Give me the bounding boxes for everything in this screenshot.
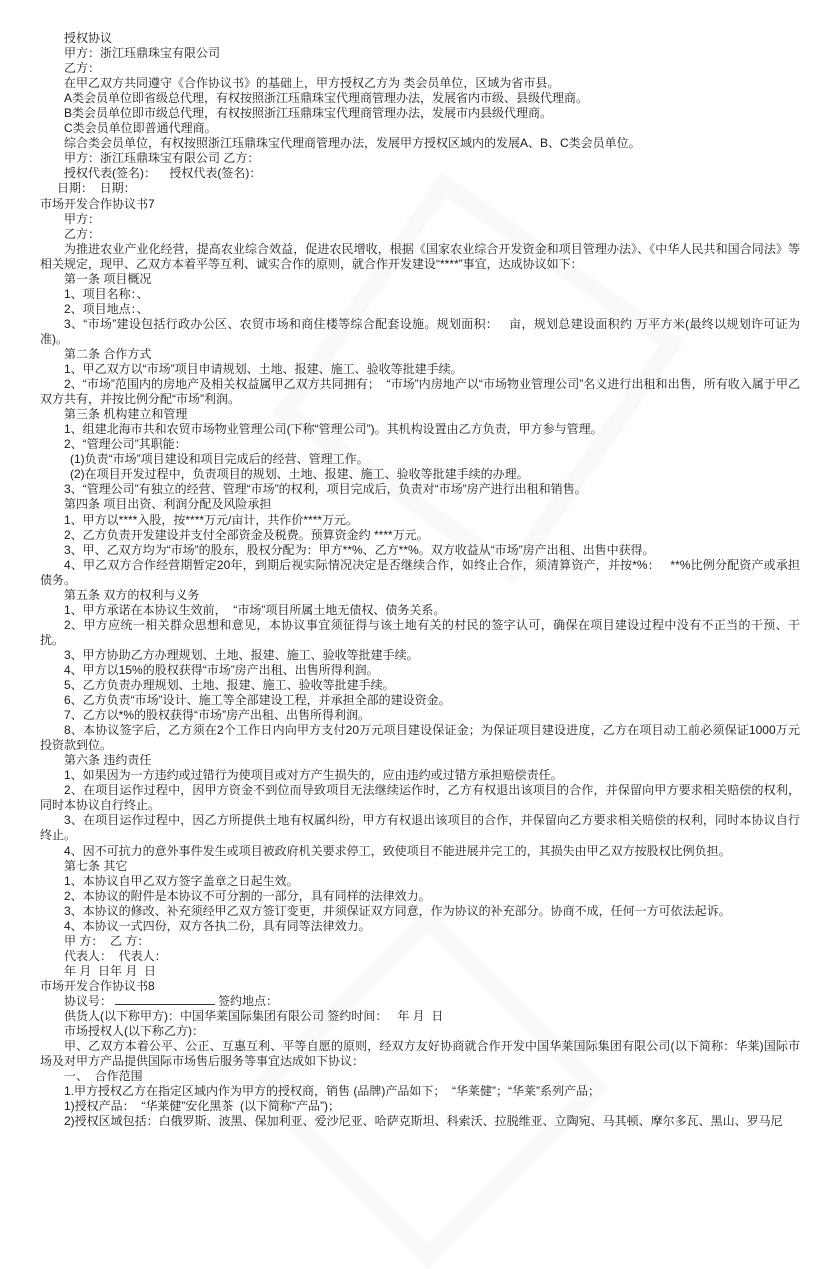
paragraph <box>40 813 800 843</box>
paragraph-text: 甲方： <box>64 211 101 226</box>
paragraph <box>40 723 800 753</box>
paragraph-text: 甲方：浙江珏鼎珠宝有限公司 乙方： <box>64 151 260 166</box>
paragraph-text: 授权协议 <box>64 31 113 45</box>
paragraph <box>40 121 800 136</box>
paragraph-text: 4、甲方以15%的股权获得“市场”房产出租、出售所得利润。 <box>64 662 379 677</box>
paragraph <box>40 452 800 467</box>
paragraph <box>40 347 800 362</box>
paragraph <box>40 753 800 768</box>
paragraph <box>40 91 800 106</box>
paragraph-text: 3、“市场”建设包括行政办公区、农贸市场和商住楼等综合配套设施。规划面积： 亩，规划总建设面积约 万平方米(最终以规划许可证为准)。 <box>40 316 800 346</box>
paragraph-text: 第四条 项目出资、利润分配及风险承担 <box>64 497 272 512</box>
paragraph <box>40 768 800 783</box>
paragraph <box>40 1069 800 1084</box>
paragraph <box>40 844 800 859</box>
paragraph-text: 2、“市场”范围内的房地产及相关权益属甲乙双方共同拥有； “市场”内房地产以“市场物业管理公司”名义进行出租和出售，所有收入属于甲乙双方共有，并按比例分配“市场”利润。 <box>40 377 800 407</box>
paragraph-text: 1、甲方承诺在本协议生效前， “市场”项目所属土地无债权、债务关系。 <box>64 602 446 617</box>
paragraph-text: 2、甲方应统一相关群众思想和意见，本协议事宜须征得与该土地有关的村民的签字认可，确保在项目建设过程中没有不正当的干预、干扰。 <box>40 617 800 647</box>
paragraph-text: 签约地点： <box>218 994 279 1008</box>
paragraph-text: A类会员单位即省级总代理，有权按照浙江珏鼎珠宝代理商管理办法，发展省内市级、县级代理商。 <box>64 91 589 106</box>
paragraph <box>40 603 800 618</box>
paragraph <box>40 558 800 588</box>
paragraph <box>40 362 800 377</box>
paragraph-text: 协议号： <box>64 994 113 1008</box>
paragraph-text: 甲、乙双方本着公平、公正、互惠互利、平等自愿的原则，经双方友好协商就合作开发中国华莱国际集团有限公司(以下简称：华莱)国际市场及对甲方产品提供国际市场售后服务等事宜达成如下协议： <box>40 1039 800 1069</box>
section-title <box>40 197 800 212</box>
paragraph-text: 授权代表(签名)： 授权代表(签名)： <box>64 166 262 181</box>
paragraph <box>40 106 800 121</box>
paragraph <box>40 874 800 889</box>
paragraph-text: 4、甲乙双方合作经营期暂定20年，到期后视实际情况决定是否继续合作，如终止合作，须清算资产，并按*%： **%比例分配资产或承担债务。 <box>40 557 800 587</box>
paragraph-text: 第三条 机构建立和管理 <box>64 407 188 422</box>
paragraph-text: 2、在项目运作过程中，因甲方资金不到位而导致项目无法继续运作时，乙方有权退出该项目的合作，并保留向甲方要求相关赔偿的权利，同时本协议自行终止。 <box>40 783 800 813</box>
paragraph <box>40 76 800 91</box>
paragraph <box>40 1009 800 1024</box>
paragraph-text: 为推进农业产业化经营，提高农业综合效益，促进农民增收，根据《国家农业综合开发资金和项目管理办法》、《中华人民共和国合同法》等相关规定，现甲、乙双方本着平等互利、诚实合作的原则，就合作开发建设“****”事宜，达成协议如下： <box>40 241 800 271</box>
paragraph <box>40 904 800 919</box>
paragraph-text: 市场开发合作协议书7 <box>40 196 155 211</box>
paragraph-text: 3、在项目运作过程中，因乙方所提供土地有权属纠纷，甲方有权退出该项目的合作，并保留向乙方要求相关赔偿的权利，同时本协议自行终止。 <box>40 813 800 843</box>
paragraph <box>40 1039 800 1069</box>
paragraph <box>40 272 800 287</box>
paragraph <box>40 949 800 964</box>
paragraph <box>40 964 800 979</box>
paragraph <box>40 136 800 151</box>
paragraph <box>40 497 800 512</box>
paragraph-text: C类会员单位即普通代理商。 <box>64 121 217 136</box>
paragraph <box>40 437 800 452</box>
paragraph-text: 2、乙方负责开发建设并支付全部资金及税费。预算资金约 ****万元。 <box>64 527 429 542</box>
paragraph-text: 第一条 项目概况 <box>64 271 152 286</box>
paragraph-text: 2、项目地点：、 <box>64 301 149 316</box>
paragraph-text: 第五条 双方的权利与义务 <box>64 587 200 602</box>
paragraph-text: 第六条 违约责任 <box>64 753 152 768</box>
paragraph-text: 1.甲方授权乙方在指定区域内作为甲方的授权商，销售 (品牌)产品如下； “华莱健”；“华莱”系列产品； <box>64 1084 600 1099</box>
paragraph <box>40 678 800 693</box>
paragraph <box>40 212 800 227</box>
paragraph <box>40 422 800 437</box>
paragraph <box>40 407 800 422</box>
paragraph <box>40 1084 800 1099</box>
paragraph <box>40 181 800 196</box>
paragraph <box>40 31 800 46</box>
paragraph-text: 第七条 其它 <box>64 858 128 873</box>
paragraph-text: (1)负责“市场”项目建设和项目完成后的经营、管理工作。 <box>70 452 369 467</box>
paragraph <box>40 783 800 813</box>
paragraph-text: 2、“管理公司”其职能： <box>64 437 187 452</box>
blank-underline <box>115 994 215 1005</box>
paragraph-text: 1、如果因为一方违约或过错行为使项目或对方产生损失的，应由违约或过错方承担赔偿责任。 <box>64 768 563 783</box>
document-body <box>40 31 800 1129</box>
paragraph-text: 6、乙方负责“市场”设计、施工等全部建设工程，并承担全部的建设资金。 <box>64 693 451 708</box>
paragraph <box>40 377 800 407</box>
paragraph-text: B类会员单位即市级总代理，有权按照浙江珏鼎珠宝代理商管理办法，发展市内县级代理商。 <box>64 106 553 121</box>
paragraph <box>40 1114 800 1129</box>
section-title <box>40 979 800 994</box>
paragraph-text: 综合类会员单位，有权按照浙江珏鼎珠宝代理商管理办法，发展甲方授权区域内的发展A、B、C类会员单位。 <box>64 136 641 151</box>
paragraph-text: 市场授权人(以下称乙方)： <box>64 1024 204 1039</box>
paragraph-text: 市场开发合作协议书8 <box>40 978 155 993</box>
paragraph-text: 1、甲乙双方以“市场”项目申请规划、土地、报建、施工、验收等批建手续。 <box>64 362 463 377</box>
paragraph-text: 日期： 日期： <box>57 181 136 196</box>
paragraph <box>40 467 800 482</box>
paragraph-text: 甲 方： 乙 方： <box>64 933 150 948</box>
paragraph <box>40 482 800 497</box>
paragraph-text: 3、甲、乙双方均为“市场”的股东，股权分配为：甲方**%、乙方**%。双方收益从“市场”房产出租、出售中获得。 <box>64 542 655 557</box>
paragraph-text: 2)授权区域包括：白俄罗斯、波黑、保加利亚、爱沙尼亚、哈萨克斯坦、科索沃、拉脱维亚、立陶宛、马其顿、摩尔多瓦、黑山、罗马尼 <box>64 1114 783 1129</box>
paragraph-text: 7、乙方以*%的股权获得“市场”房产出租、出售所得利润。 <box>64 708 371 723</box>
paragraph <box>40 242 800 272</box>
paragraph <box>40 708 800 723</box>
paragraph-text: 8、本协议签字后，乙方须在2个工作日内向甲方支付20万元项目建设保证金；为保证项目建设进度，乙方在项目动工前必须保证1000万元投资款到位。 <box>40 723 800 753</box>
paragraph-text: 甲方：浙江珏鼎珠宝有限公司 <box>64 46 221 61</box>
paragraph <box>40 46 800 61</box>
paragraph <box>40 663 800 678</box>
paragraph-text: 第二条 合作方式 <box>64 346 152 361</box>
paragraph-text: 在甲乙双方共同遵守《合作协议书》的基础上，甲方授权乙方为 类会员单位，区域为省市县。 <box>64 76 560 91</box>
paragraph <box>40 693 800 708</box>
paragraph <box>40 1024 800 1039</box>
paragraph <box>40 994 800 1009</box>
paragraph-text: 乙方： <box>64 61 101 76</box>
paragraph <box>40 919 800 934</box>
paragraph-text: (2)在项目开发过程中，负责项目的规划、土地、报建、施工、验收等批建手续的办理。 <box>70 467 529 482</box>
paragraph <box>40 227 800 242</box>
paragraph <box>40 287 800 302</box>
paragraph-text: 1、甲方以****入股，按****万元/亩计，共作价****万元。 <box>64 512 359 527</box>
paragraph <box>40 151 800 166</box>
paragraph <box>40 61 800 76</box>
paragraph <box>40 934 800 949</box>
paragraph-text: 3、本协议的修改、补充须经甲乙双方签订变更，并须保证双方同意，作为协议的补充部分。协商不成，任何一方可依法起诉。 <box>64 903 731 918</box>
paragraph-text: 1)授权产品： “华莱健”安化黑茶 (以下简称“产品”)； <box>64 1099 340 1114</box>
paragraph-text: 乙方： <box>64 226 101 241</box>
paragraph-text: 1、本协议自甲乙双方签字盖章之日起生效。 <box>64 873 299 888</box>
paragraph <box>40 317 800 347</box>
paragraph-text: 代表人： 代表人： <box>64 948 167 963</box>
paragraph-text: 2、本协议的附件是本协议不可分割的一部分，具有同样的法律效力。 <box>64 888 431 903</box>
paragraph-text: 4、本协议一式四份，双方各执二份，具有同等法律效力。 <box>64 918 371 933</box>
paragraph <box>40 618 800 648</box>
paragraph <box>40 648 800 663</box>
paragraph-text: 5、乙方负责办理规划、土地、报建、施工、验收等批建手续。 <box>64 678 395 693</box>
paragraph-text: 供货人(以下称甲方)：中国华莱国际集团有限公司 签约时间： 年 月 日 <box>64 1009 444 1024</box>
paragraph-text: 3、“管理公司”有独立的经营、管理“市场”的权利，项目完成后，负责对“市场”房产进行出租和销售。 <box>64 482 587 497</box>
paragraph <box>40 528 800 543</box>
paragraph-text: 1、组建北海市共和农贸市场物业管理公司(下称“管理公司”)。其机构设置由乙方负责，甲方参与管理。 <box>64 422 603 437</box>
paragraph-text: 3、甲方协助乙方办理规划、土地、报建、施工、验收等批建手续。 <box>64 647 419 662</box>
paragraph <box>40 543 800 558</box>
paragraph <box>40 889 800 904</box>
paragraph <box>40 166 800 181</box>
paragraph <box>40 302 800 317</box>
paragraph <box>40 1099 800 1114</box>
paragraph <box>40 859 800 874</box>
paragraph <box>40 513 800 528</box>
paragraph-text: 年 月 日年 月 日 <box>64 963 157 978</box>
paragraph-text: 1、项目名称：、 <box>64 286 149 301</box>
paragraph-text: 一、 合作范围 <box>64 1069 143 1084</box>
paragraph <box>40 588 800 603</box>
paragraph-text: 4、因不可抗力的意外事件发生或项目被政府机关要求停工，致使项目不能进展并完工的，其损失由甲乙双方按股权比例负担。 <box>64 843 731 858</box>
